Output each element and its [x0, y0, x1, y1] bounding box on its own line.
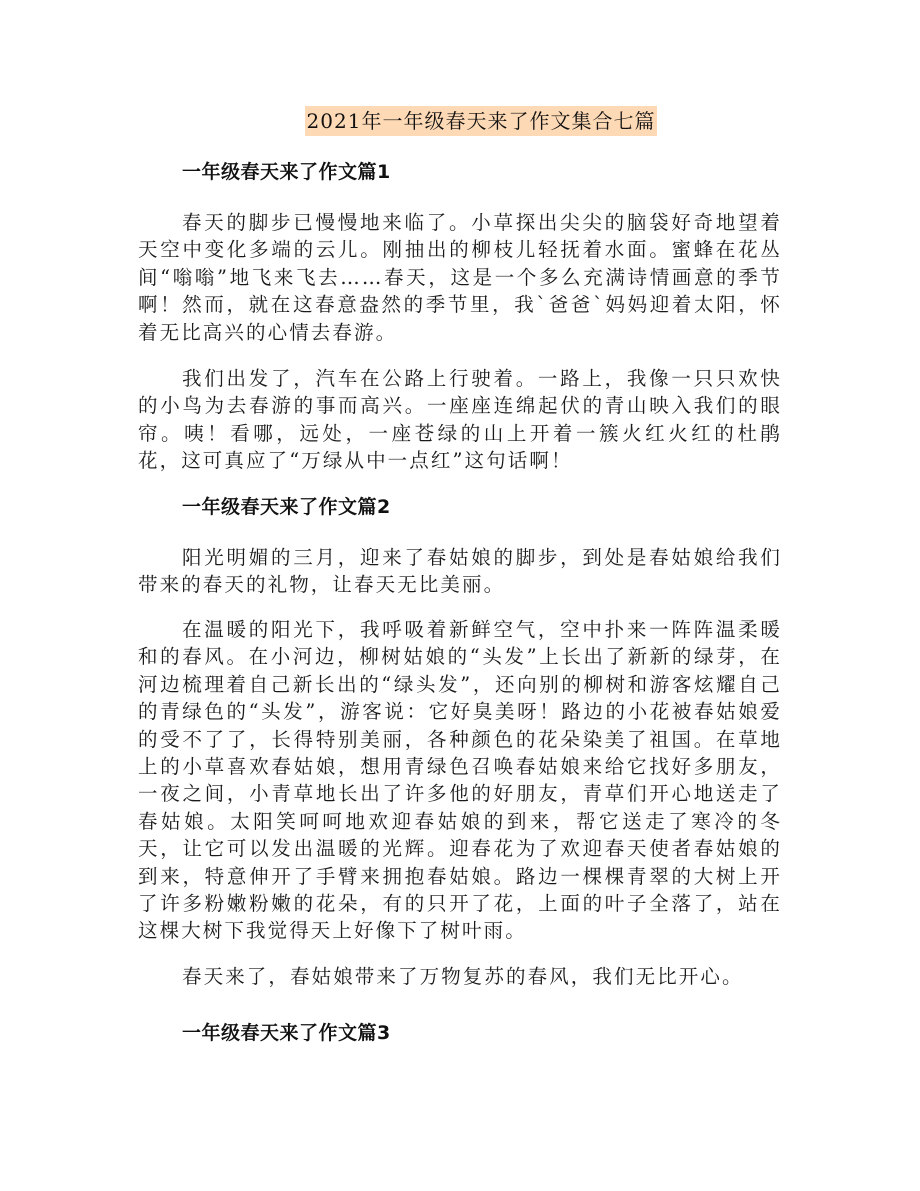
paragraph: 我们出发了，汽车在公路上行驶着。一路上，我像一只只欢快的小鸟为去春游的事而高兴。一座座连绵起伏的青山映入我们的眼帘。咦！看哪，远处，一座苍绿的山上开着一簇火红火红的杜鹃花，这可真应了“万绿从中一点红”这句话啊！ — [138, 367, 782, 473]
paragraph: 在温暖的阳光下，我呼吸着新鲜空气，空中扑来一阵阵温柔暖和的春风。在小河边，柳树姑娘的“头发”上长出了新新的绿芽，在河边梳理着自己新长出的“绿头发”，还向别的柳树和游客炫耀自己的青绿色的“头发”，游客说：它好臭美呀！路边的小花被春姑娘爱的受不了了，长得特别美丽，各种颜色的花朵染美了祖国。在草地上的小草喜欢春姑娘，想用青绿色召唤春姑娘来给它找好多朋友，一夜之间，小青草地长出了许多他的好朋友，青草们开心地送走了春姑娘。太阳笑呵呵地欢迎春姑娘的到来，帮它送走了寒冷的冬天，让它可以发出温暖的光辉。迎春花为了欢迎春天使者春姑娘的到来，特意伸开了手臂来拥抱春姑娘。路边一棵棵青翠的大树上开了许多粉嫩粉嫩的花朵，有的只开了花，上面的叶子全落了，站在这棵大树下我觉得天上好像下了树叶雨。 — [138, 618, 782, 943]
paragraph: 春天来了，春姑娘带来了万物复苏的春风，我们无比开心。 — [182, 965, 744, 988]
paragraph: 阳光明媚的三月，迎来了春姑娘的脚步，到处是春姑娘给我们带来的春天的礼物，让春天无比美丽。 — [138, 546, 782, 597]
title-container — [0, 106, 920, 136]
section-heading-3: 一年级春天来了作文篇3 — [182, 1022, 391, 1044]
paragraph: 春天的脚步已慢慢地来临了。小草探出尖尖的脑袋好奇地望着天空中变化多端的云儿。刚抽出的柳枝儿轻抚着水面。蜜蜂在花丛间“嗡嗡”地飞来飞去……春天，这是一个多么充满诗情画意的季节啊！然而，就在这春意盎然的季节里，我`爸爸`妈妈迎着太阳，怀着无比高兴的心情去春游。 — [138, 211, 782, 344]
section-heading-2: 一年级春天来了作文篇2 — [182, 496, 391, 518]
document-title: 2021年一年级春天来了作文集合七篇 — [305, 106, 658, 136]
section-heading-1: 一年级春天来了作文篇1 — [182, 161, 391, 183]
